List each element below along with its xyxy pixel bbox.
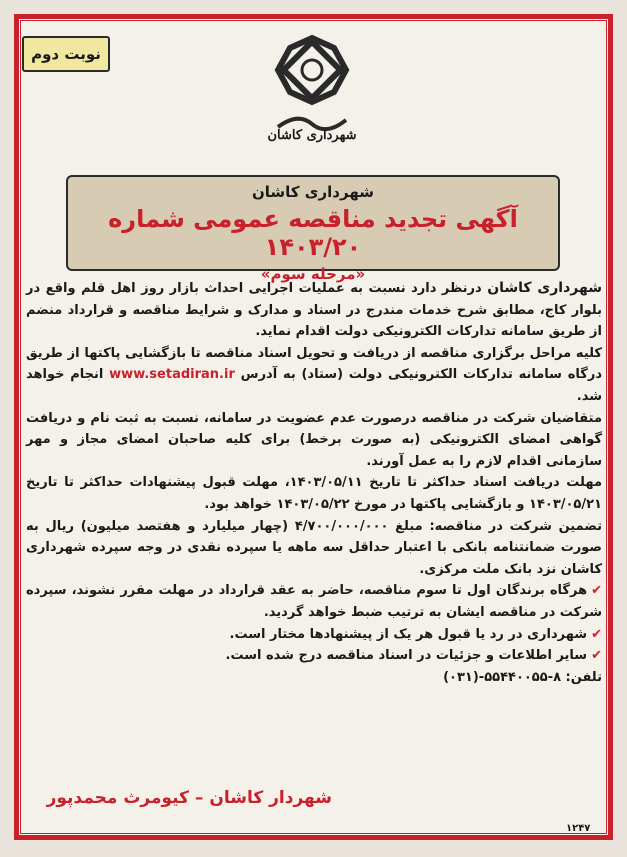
notice-title: آگهی تجدید مناقصه عمومی شماره ۱۴۰۳/۲۰ xyxy=(108,205,518,261)
bullet-item xyxy=(26,624,602,646)
phone-number: تلفن: ۸-۵۵۴۴۰۰۵۵-(۰۳۱) xyxy=(443,669,602,685)
check-icon: ✔ xyxy=(591,626,602,642)
bullet-item xyxy=(26,645,602,667)
intro-text: درنظر دارد نسبت به عملیات اجرایی احداث بازار روز اهل قلم واقع در بلوار کاج، مطابق شرح خدمات مندرج در اسناد و مدارک و شرایط مناقصه و قرارداد منضم از طریق سامانه تدارکات الکترونیکی دولت اقدام نماید. xyxy=(26,281,602,340)
header-box xyxy=(66,175,560,283)
bullet-text: شهرداری در رد یا قبول هر یک از پیشنهادها مختار است. xyxy=(229,626,588,642)
paragraph-deadlines: مهلت دریافت اسناد حداکثر تا تاریخ ۱۴۰۳/۰۵/۱۱، مهلت قبول پیشنهادات حداکثر تا تاریخ ۱۴۰۳/۰۵/۲۱ و بازگشایی پاکتها در مورخ ۱۴۰۳/۰۵/۲۲ خواهد بود. xyxy=(26,475,602,512)
procedure-text-end: انجام خواهد شد. xyxy=(26,367,602,404)
check-icon: ✔ xyxy=(591,583,602,599)
notice-code: ۱۲۴۷ xyxy=(566,823,591,834)
mayor-signature: شهردار کاشان – کیومرث محمدپور xyxy=(46,788,332,808)
organization-name: شهرداری کاشان xyxy=(252,183,374,201)
notice-body xyxy=(26,278,602,688)
paragraph-registration: متقاضیان شرکت در مناقصه درصورت عدم عضویت در سامانه، نسبت به ثبت نام و دریافت گواهی امضای الکترونیکی (به صورت برخط) برای کلیه صاحبان امضای مجاز و مهر سازمانی اقدام لازم را به عمل آورند. xyxy=(26,410,602,469)
insertion-badge: نوبت دوم xyxy=(22,36,110,72)
notice-phase: «مرحله سوم» xyxy=(260,265,366,283)
paragraph-procedure xyxy=(26,343,602,408)
bullet-text: هرگاه برندگان اول تا سوم مناقصه، حاضر به عقد قرارداد در مهلت مقرر نشوند، سپرده شرکت در مناقصه ایشان به ترتیب ضبط خواهد گردید. xyxy=(26,583,602,620)
setad-url-link[interactable]: www.setadiran.ir xyxy=(109,367,235,383)
intro-lead: شهرداری کاشان xyxy=(487,280,602,296)
bullet-item xyxy=(26,580,602,623)
paragraph-intro xyxy=(26,278,602,343)
paragraph-guarantee: تضمین شرکت در مناقصه: مبلغ ۴/۷۰۰/۰۰۰/۰۰۰ (چهار میلیارد و هفتصد میلیون) ریال به صورت ضمانتنامه بانکی با اعتبار حداقل سه ماهه یا سپرده نقدی در وجه سپرده شهرداری کاشان نزد بانک ملت مرکزی. xyxy=(26,518,603,577)
procedure-text: کلیه مراحل برگزاری مناقصه از دریافت و تحویل اسناد مناقصه تا بازگشایی پاکتها از طریق درگاه سامانه تدارکات الکترونیکی دولت (ستاد) به آدرس xyxy=(26,345,603,383)
bullet-text: سایر اطلاعات و جزئیات در اسناد مناقصه درج شده است. xyxy=(225,648,588,664)
logo-wordmark: شهرداری کاشان xyxy=(267,128,357,143)
check-icon: ✔ xyxy=(591,648,602,664)
